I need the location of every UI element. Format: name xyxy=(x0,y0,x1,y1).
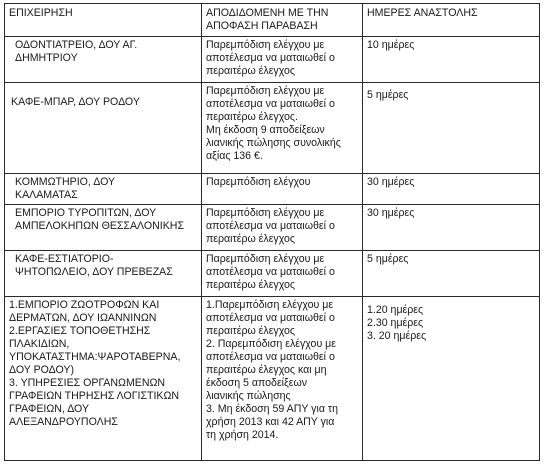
header-row xyxy=(5,4,540,37)
days-cell: 30 ημέρες xyxy=(363,174,540,205)
table-row xyxy=(5,83,540,174)
business-cell: ΟΔΟΝΤΙΑΤΡΕΙΟ, ΔΟΥ ΑΓ. ΔΗΜΗΤΡΙΟΥ xyxy=(5,37,202,83)
header-days: ΗΜΕΡΕΣ ΑΝΑΣΤΟΛΗΣ xyxy=(363,4,540,37)
days-cell: 30 ημέρες xyxy=(363,205,540,251)
violation-cell: 1.Παρεμπόδιση ελέγχου με αποτέλεσμα να ματαιωθεί ο περαιτέρω έλεγχος 2. Παρεμπόδιση ελέγχου με αποτέλεσμα να ματαιωθεί ο περαιτέρω έλεγχος και μη έκδοση 5 αποδείξεων λιανικής πώλησης 3. Μη έκδοση 59 ΑΠΥ για τη χρήση 2013 και 42 ΑΠΥ για τη χρήση 2014. xyxy=(202,297,363,461)
days-cell: 5 ημέρες xyxy=(363,251,540,297)
suspensions-table xyxy=(4,3,540,461)
violation-cell: Παρεμπόδιση ελέγχου xyxy=(202,174,363,205)
business-cell: ΕΜΠΟΡΙΟ ΤΥΡΟΠΙΤΩΝ, ΔΟΥ ΑΜΠΕΛΟΚΗΠΩΝ ΘΕΣΣΑΛΟΝΙΚΗΣ xyxy=(5,205,202,251)
table-row xyxy=(5,205,540,251)
business-cell: ΚΑΦΕ-ΕΣΤΙΑΤΟΡΙΟ- ΨΗΤΟΠΩΛΕΙΟ, ΔΟΥ ΠΡΕΒΕΖΑΣ xyxy=(5,251,202,297)
business-cell: ΚΟΜΜΩΤΗΡΙΟ, ΔΟΥ ΚΑΛΑΜΑΤΑΣ xyxy=(5,174,202,205)
table-row xyxy=(5,174,540,205)
header-violation: ΑΠΟΔΙΔΟΜΕΝΗ ΜΕ ΤΗΝ ΑΠΟΦΑΣΗ ΠΑΡΑΒΑΣΗ xyxy=(202,4,363,37)
violation-cell: Παρεμπόδιση ελέγχου με αποτέλεσμα να ματαιωθεί ο περαιτέρω έλεγχος xyxy=(202,205,363,251)
violation-cell: Παρεμπόδιση ελέγχου με αποτέλεσμα να ματαιωθεί ο περαιτέρω έλεγχος. Μη έκδοση 9 αποδείξεων λιανικής πώλησης συνολικής αξίας 136 €. xyxy=(202,83,363,174)
business-cell: ΚΑΦΕ-ΜΠΑΡ, ΔΟΥ ΡΟΔΟΥ xyxy=(5,83,202,174)
header-business: ΕΠΙΧΕΙΡΗΣΗ xyxy=(5,4,202,37)
violation-cell: Παρεμπόδιση ελέγχου με αποτέλεσμα να ματαιωθεί ο περαιτέρω έλεγχος xyxy=(202,251,363,297)
table-row xyxy=(5,251,540,297)
table-row xyxy=(5,297,540,461)
violation-cell: Παρεμπόδιση ελέγχου με αποτέλεσμα να ματαιωθεί ο περαιτέρω έλεγχος xyxy=(202,37,363,83)
business-cell: 1.ΕΜΠΟΡΙΟ ΖΩΟΤΡΟΦΩΝ ΚΑΙ ΔΕΡΜΑΤΩΝ, ΔΟΥ ΙΩΑΝΝΙΝΩΝ 2.ΕΡΓΑΣΙΕΣ ΤΟΠΟΘΕΤΗΣΗΣ ΠΛΑΚΙΔΙΩΝ, ΥΠΟΚΑΤΑΣΤΗΜΑ:ΨΑΡΟΤΑΒΕΡΝΑ, ΔΟΥ ΡΟΔΟΥ) 3. ΥΠΗΡΕΣΙΕΣ ΟΡΓΑΝΩΜΕΝΩΝ ΓΡΑΦΕΙΩΝ ΤΗΡΗΣΗΣ ΛΟΓΙΣΤΙΚΩΝ ΓΡΑΦΕΙΩΝ, ΔΟΥ ΑΛΕΞΑΝΔΡΟΥΠΟΛΗΣ xyxy=(5,297,202,461)
days-cell: 5 ημέρες xyxy=(363,83,540,174)
days-cell: 1.20 ημέρες 2.30 ημέρες 3. 20 ημέρες xyxy=(363,297,540,461)
days-cell: 10 ημέρες xyxy=(363,37,540,83)
table-row xyxy=(5,37,540,83)
